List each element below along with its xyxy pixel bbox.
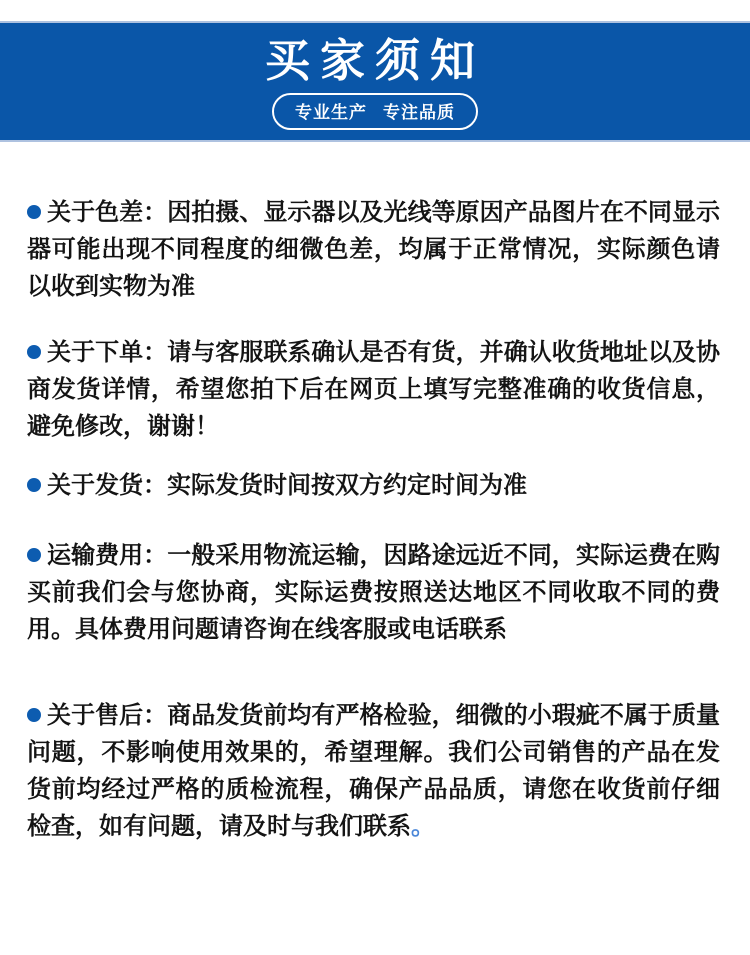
notice-section-shipping bbox=[27, 467, 720, 504]
section-suffix: 。 bbox=[411, 812, 435, 840]
bullet-icon bbox=[27, 548, 41, 562]
section-label: 关于色差： bbox=[47, 198, 168, 226]
bullet-icon bbox=[27, 205, 41, 219]
section-body: 实际发货时间按双方约定时间为准 bbox=[167, 471, 527, 499]
section-body: 请与客服联系确认是否有货，并确认收货地址以及协商发货详情，希望您拍下后在网页上填写完整准确的收货信息，避免修改，谢谢！ bbox=[27, 338, 721, 440]
bullet-icon bbox=[27, 708, 41, 722]
bullet-icon bbox=[27, 345, 41, 359]
section-label: 运输费用： bbox=[47, 541, 168, 569]
section-body: 一般采用物流运输，因路途远近不同，实际运费在购买前我们会与您协商，实际运费按照送达地区不同收取不同的费用。具体费用问题请咨询在线客服或电话联系 bbox=[27, 541, 721, 643]
notice-section-freight-cost bbox=[27, 537, 720, 648]
section-label: 关于售后： bbox=[47, 701, 168, 729]
section-label: 关于下单： bbox=[47, 338, 168, 366]
notice-content bbox=[0, 194, 750, 845]
notice-section-color-difference bbox=[27, 194, 720, 305]
section-body: 商品发货前均有严格检验，细微的小瑕疵不属于质量问题，不影响使用效果的，希望理解。我们公司销售的产品在发货前均经过严格的质检流程，确保产品品质，请您在收货前仔细检查，如有问题，请及时与我们联系 bbox=[27, 701, 721, 840]
notice-section-ordering bbox=[27, 334, 720, 445]
section-label: 关于发货： bbox=[47, 471, 167, 499]
section-body: 因拍摄、显示器以及光线等原因产品图片在不同显示器可能出现不同程度的细微色差，均属于正常情况，实际颜色请以收到实物为准 bbox=[27, 198, 721, 300]
notice-section-after-sales bbox=[27, 697, 720, 845]
bullet-icon bbox=[27, 478, 41, 492]
header-banner bbox=[0, 21, 750, 142]
quality-badge: 专业生产 专注品质 bbox=[272, 93, 478, 130]
page-title: 买家须知 bbox=[264, 34, 485, 87]
